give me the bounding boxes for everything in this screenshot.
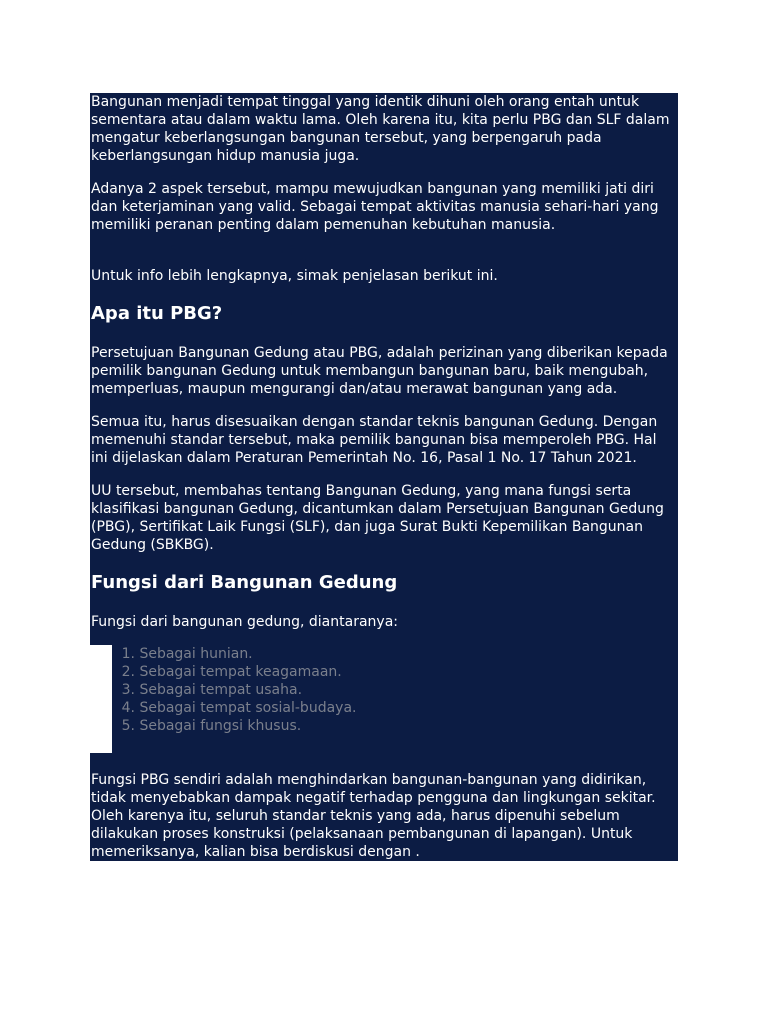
list-item: 1. Sebagai hunian. <box>121 646 253 662</box>
fungsi-closing-paragraph: Fungsi PBG sendiri adalah menghindarkan bangunan-bangunan yang didirikan, tidak menyebabkan dampak negatif terhadap pengguna dan lingkungan sekitar. Oleh karenya itu, seluruh standar teknis yang ada, harus dipenuhi sebelum dilakukan proses konstruksi (pelaksanaan pembangunan di lapangan). Untuk memeriksanya, kalian bisa berdiskusi dengan . <box>91 772 656 860</box>
intro-paragraph-3: Untuk info lebih lengkapnya, simak penjelasan berikut ini. <box>91 268 498 284</box>
list-item: 3. Sebagai tempat usaha. <box>121 682 303 698</box>
pbg-paragraph-1: Persetujuan Bangunan Gedung atau PBG, adalah perizinan yang diberikan kepada pemilik bangunan Gedung untuk membangun bangunan baru, baik mengubah, memperluas, maupun mengurangi dan/atau merawat bangunan yang ada. <box>91 345 668 397</box>
list-margin-gap <box>90 645 112 753</box>
list-item: 5. Sebagai fungsi khusus. <box>121 718 302 734</box>
fungsi-list-block <box>90 645 678 753</box>
fungsi-list <box>112 645 356 735</box>
article-panel <box>90 93 678 861</box>
section-heading-pbg: Apa itu PBG? <box>91 303 223 324</box>
section-heading-fungsi: Fungsi dari Bangunan Gedung <box>91 572 398 593</box>
intro-paragraph-2: Adanya 2 aspek tersebut, mampu mewujudkan bangunan yang memiliki jati diri dan keterjaminan yang valid. Sebagai tempat aktivitas manusia sehari-hari yang memiliki peranan penting dalam pemenuhan kebutuhan manusia. <box>91 181 659 233</box>
list-item: 4. Sebagai tempat sosial-budaya. <box>121 700 357 716</box>
list-item: 2. Sebagai tempat keagamaan. <box>121 664 342 680</box>
fungsi-intro: Fungsi dari bangunan gedung, diantaranya: <box>91 614 398 630</box>
pbg-paragraph-3: UU tersebut, membahas tentang Bangunan Gedung, yang mana fungsi serta klasifikasi bangunan Gedung, dicantumkan dalam Persetujuan Bangunan Gedung (PBG), Sertifikat Laik Fungsi (SLF), dan juga Surat Bukti Kepemilikan Bangunan Gedung (SBKBG). <box>91 483 664 553</box>
pbg-paragraph-2: Semua itu, harus disesuaikan dengan standar teknis bangunan Gedung. Dengan memenuhi standar tersebut, maka pemilik bangunan bisa memperoleh PBG. Hal ini dijelaskan dalam Peraturan Pemerintah No. 16, Pasal 1 No. 17 Tahun 2021. <box>91 414 658 466</box>
intro-paragraph-1: Bangunan menjadi tempat tinggal yang identik dihuni oleh orang entah untuk sementara atau dalam waktu lama. Oleh karena itu, kita perlu PBG dan SLF dalam mengatur keberlangsungan bangunan tersebut, yang berpengaruh pada keberlangsungan hidup manusia juga. <box>91 94 670 164</box>
